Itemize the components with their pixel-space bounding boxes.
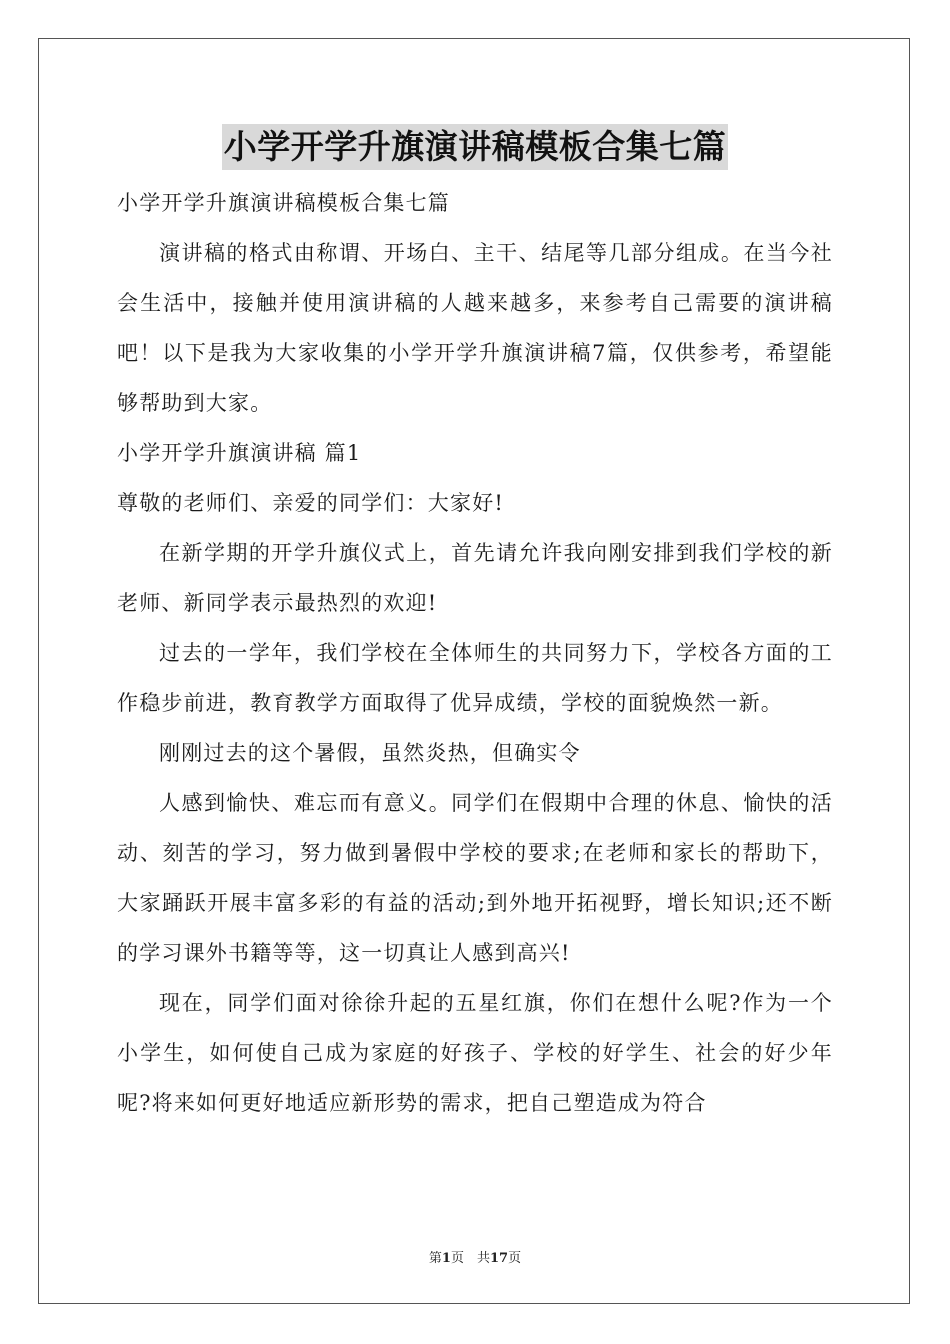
footer-page-suffix: 页 bbox=[508, 1251, 522, 1266]
footer-page-number: 1 bbox=[441, 1251, 451, 1266]
footer-page-prefix: 第 bbox=[428, 1251, 442, 1266]
section-heading: 小学开学升旗演讲稿 篇1 bbox=[117, 441, 362, 465]
paragraph: 过去的一学年，我们学校在全体师生的共同努力下，学校各方面的工作稳步前进，教育教学方面取得了优异成绩，学校的面貌焕然一新。 bbox=[117, 641, 833, 715]
footer-page-mid: 页 共 bbox=[450, 1251, 490, 1266]
title-container bbox=[0, 124, 950, 170]
document-title: 小学开学升旗演讲稿模板合集七篇 bbox=[222, 124, 729, 170]
paragraph: 演讲稿的格式由称谓、开场白、主干、结尾等几部分组成。在当今社会生活中，接触并使用演讲稿的人越来越多，来参考自己需要的演讲稿吧！以下是我为大家收集的小学开学升旗演讲稿7篇，仅供参考，希望能够帮助到大家。 bbox=[117, 241, 833, 415]
paragraph: 人感到愉快、难忘而有意义。同学们在假期中合理的休息、愉快的活动、刻苦的学习，努力做到暑假中学校的要求;在老师和家长的帮助下，大家踊跃开展丰富多彩的有益的活动;到外地开拓视野，增长知识;还不断的学习课外书籍等等，这一切真让人感到高兴! bbox=[117, 791, 833, 965]
paragraph: 在新学期的开学升旗仪式上，首先请允许我向刚安排到我们学校的新老师、新同学表示最热烈的欢迎! bbox=[117, 541, 833, 615]
document-body bbox=[117, 178, 833, 1128]
page-footer bbox=[0, 1247, 950, 1266]
paragraph: 现在，同学们面对徐徐升起的五星红旗，你们在想什么呢?作为一个小学生，如何使自己成为家庭的好孩子、学校的好学生、社会的好少年呢?将来如何更好地适应新形势的需求，把自己塑造成为符合 bbox=[117, 991, 833, 1115]
paragraph: 刚刚过去的这个暑假，虽然炎热，但确实令 bbox=[159, 741, 581, 765]
salutation: 尊敬的老师们、亲爱的同学们：大家好! bbox=[117, 491, 505, 515]
footer-page-total: 17 bbox=[489, 1251, 509, 1266]
paragraph: 小学开学升旗演讲稿模板合集七篇 bbox=[117, 191, 450, 215]
